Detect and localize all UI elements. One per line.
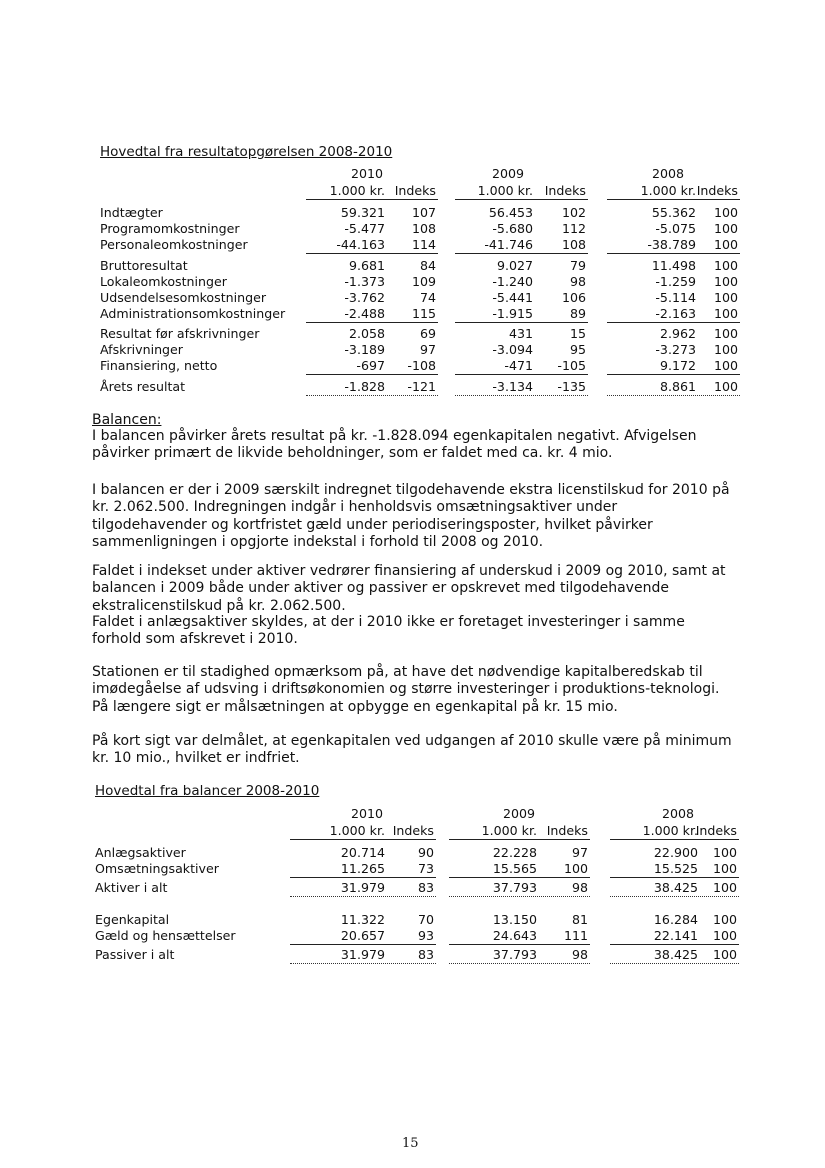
index-cell: 107: [411, 205, 436, 220]
index-cell: 100: [713, 358, 738, 373]
paragraph-1: I balancen påvirker årets resultat på kr. -1.828.094 egenkapitalen negativt. Afvigelsen påvirker primært de likvide beholdninger, som er faldet med ca. kr. 4 mio.: [92, 428, 697, 462]
index-cell: 81: [571, 912, 588, 927]
subtotal-rule: [290, 877, 436, 878]
row-label: Administrationsomkostninger: [100, 306, 286, 321]
amount-cell: 37.793: [492, 880, 537, 895]
header-rule: [290, 839, 436, 840]
index-header: Indeks: [695, 823, 737, 838]
index-cell: -135: [557, 379, 586, 394]
amount-cell: 9.027: [496, 258, 533, 273]
index-cell: 100: [713, 342, 738, 357]
row-label: Omsætningsaktiver: [95, 861, 219, 876]
year-header: 2008: [661, 806, 695, 821]
amount-cell: -3.134: [492, 379, 533, 394]
row-label: Egenkapital: [95, 912, 170, 927]
subtotal-rule: [610, 896, 739, 897]
row-label: Aktiver i alt: [95, 880, 168, 895]
index-cell: 100: [563, 861, 588, 876]
balance-table: [95, 0, 740, 1000]
row-label: Indtægter: [100, 205, 163, 220]
amount-cell: 20.714: [340, 845, 385, 860]
amount-cell: -5.680: [492, 221, 533, 236]
amount-cell: 13.150: [492, 912, 537, 927]
index-cell: 100: [712, 912, 737, 927]
index-cell: 84: [419, 258, 436, 273]
unit-header: 1.000 kr.: [477, 183, 533, 198]
index-cell: 83: [417, 947, 434, 962]
index-cell: 100: [713, 221, 738, 236]
index-cell: 70: [417, 912, 434, 927]
index-cell: 100: [713, 237, 738, 252]
index-cell: 112: [561, 221, 586, 236]
year-header: 2009: [491, 166, 525, 181]
year-header: 2008: [651, 166, 685, 181]
index-cell: 74: [419, 290, 436, 305]
amount-cell: 24.643: [492, 928, 537, 943]
index-cell: 73: [417, 861, 434, 876]
income-table-title: Hovedtal fra resultatopgørelsen 2008-2010: [100, 144, 393, 160]
amount-cell: 16.284: [653, 912, 698, 927]
row-label: Finansiering, netto: [100, 358, 218, 373]
index-cell: 108: [561, 237, 586, 252]
index-cell: -108: [407, 358, 436, 373]
amount-cell: 55.362: [651, 205, 696, 220]
year-header: 2010: [350, 166, 384, 181]
index-cell: 93: [417, 928, 434, 943]
index-cell: 98: [571, 947, 588, 962]
subtotal-rule: [290, 963, 436, 964]
row-label: Passiver i alt: [95, 947, 175, 962]
row-label: Lokaleomkostninger: [100, 274, 227, 289]
amount-cell: 8.861: [659, 379, 696, 394]
amount-cell: 431: [508, 326, 533, 341]
index-cell: 98: [571, 880, 588, 895]
index-cell: 79: [569, 258, 586, 273]
amount-cell: 31.979: [340, 880, 385, 895]
index-cell: -121: [407, 379, 436, 394]
amount-cell: 20.657: [340, 928, 385, 943]
amount-cell: 11.498: [651, 258, 696, 273]
index-cell: 100: [713, 306, 738, 321]
index-cell: 100: [712, 947, 737, 962]
index-header: Indeks: [546, 823, 588, 838]
index-cell: 89: [569, 306, 586, 321]
amount-cell: -1.240: [492, 274, 533, 289]
amount-cell: -1.828: [344, 379, 385, 394]
amount-cell: -5.075: [655, 221, 696, 236]
amount-cell: 22.141: [653, 928, 698, 943]
amount-cell: -2.488: [344, 306, 385, 321]
amount-cell: 22.228: [492, 845, 537, 860]
index-cell: 100: [713, 290, 738, 305]
index-cell: 90: [417, 845, 434, 860]
amount-cell: 9.681: [348, 258, 385, 273]
paragraph-5: Stationen er til stadighed opmærksom på, at have det nødvendige kapitalberedskab til imødegåelse af udsving i driftsøkonomien og større investeringer i produktions-teknologi. På længere sigt er målsætningen at opbygge en egenkapital på kr. 15 mio.: [92, 664, 720, 715]
index-cell: 100: [713, 205, 738, 220]
amount-cell: 15.525: [653, 861, 698, 876]
subtotal-rule: [610, 963, 739, 964]
amount-cell: -38.789: [647, 237, 696, 252]
header-rule: [449, 839, 590, 840]
row-label: Anlægsaktiver: [95, 845, 186, 860]
unit-header: 1.000 kr.: [329, 183, 385, 198]
index-header: Indeks: [544, 183, 586, 198]
row-label: Bruttoresultat: [100, 258, 188, 273]
index-cell: 98: [569, 274, 586, 289]
amount-cell: -41.746: [484, 237, 533, 252]
unit-header: 1.000 kr.: [329, 823, 385, 838]
index-cell: 97: [419, 342, 436, 357]
subtotal-rule: [290, 896, 436, 897]
index-header: Indeks: [394, 183, 436, 198]
amount-cell: 22.900: [653, 845, 698, 860]
year-header: 2009: [502, 806, 536, 821]
index-cell: -105: [557, 358, 586, 373]
amount-cell: 38.425: [653, 947, 698, 962]
amount-cell: -5.441: [492, 290, 533, 305]
amount-cell: -471: [504, 358, 533, 373]
amount-cell: 11.322: [340, 912, 385, 927]
amount-cell: -697: [356, 358, 385, 373]
paragraph-6: På kort sigt var delmålet, at egenkapitalen ved udgangen af 2010 skulle være på minimum kr. 10 mio., hvilket er indfriet.: [92, 733, 732, 767]
amount-cell: -44.163: [336, 237, 385, 252]
index-cell: 15: [569, 326, 586, 341]
amount-cell: -2.163: [655, 306, 696, 321]
amount-cell: 31.979: [340, 947, 385, 962]
amount-cell: 11.265: [340, 861, 385, 876]
index-cell: 69: [419, 326, 436, 341]
index-cell: 100: [713, 274, 738, 289]
amount-cell: 56.453: [488, 205, 533, 220]
index-cell: 100: [713, 326, 738, 341]
index-cell: 114: [411, 237, 436, 252]
amount-cell: 37.793: [492, 947, 537, 962]
index-cell: 100: [712, 880, 737, 895]
subtotal-rule: [449, 877, 590, 878]
paragraph-3: Faldet i indekset under aktiver vedrører finansiering af underskud i 2009 og 2010, samt at balancen i 2009 både under aktiver og passiver er opskrevet med tilgodehavende ekstralicenstilskud på kr. 2.062.500.: [92, 563, 726, 614]
index-cell: 97: [571, 845, 588, 860]
index-cell: 100: [713, 258, 738, 273]
index-cell: 102: [561, 205, 586, 220]
year-header: 2010: [350, 806, 384, 821]
subtotal-rule: [610, 944, 739, 945]
row-label: Resultat før afskrivninger: [100, 326, 260, 341]
amount-cell: 15.565: [492, 861, 537, 876]
amount-cell: -1.259: [655, 274, 696, 289]
row-label: Udsendelsesomkostninger: [100, 290, 267, 305]
index-cell: 106: [561, 290, 586, 305]
row-label: Afskrivninger: [100, 342, 183, 357]
row-label: Personaleomkostninger: [100, 237, 248, 252]
header-rule: [610, 839, 739, 840]
row-label: Gæld og hensættelser: [95, 928, 236, 943]
subtotal-rule: [449, 896, 590, 897]
subtotal-rule: [449, 963, 590, 964]
amount-cell: -1.915: [492, 306, 533, 321]
unit-header: 1.000 kr.: [481, 823, 537, 838]
row-label: Årets resultat: [100, 379, 186, 394]
row-label: Programomkostninger: [100, 221, 240, 236]
index-cell: 95: [569, 342, 586, 357]
amount-cell: -3.762: [344, 290, 385, 305]
index-cell: 111: [563, 928, 588, 943]
subtotal-rule: [449, 944, 590, 945]
unit-header: 1.000 kr.: [640, 183, 696, 198]
index-header: Indeks: [696, 183, 738, 198]
amount-cell: 9.172: [659, 358, 696, 373]
balance-section-heading: Balancen:: [92, 412, 162, 428]
balance-table-title: Hovedtal fra balancer 2008-2010: [95, 783, 320, 799]
amount-cell: 38.425: [653, 880, 698, 895]
amount-cell: -3.189: [344, 342, 385, 357]
amount-cell: 2.962: [659, 326, 696, 341]
index-cell: 100: [712, 928, 737, 943]
index-cell: 108: [411, 221, 436, 236]
amount-cell: -1.373: [344, 274, 385, 289]
index-cell: 100: [712, 861, 737, 876]
amount-cell: -3.273: [655, 342, 696, 357]
subtotal-rule: [610, 877, 739, 878]
paragraph-4: Faldet i anlægsaktiver skyldes, at der i 2010 ikke er foretaget investeringer i samme forhold som afskrevet i 2010.: [92, 614, 685, 648]
index-cell: 83: [417, 880, 434, 895]
page-number: 15: [402, 1136, 419, 1151]
subtotal-rule: [290, 944, 436, 945]
amount-cell: 2.058: [348, 326, 385, 341]
amount-cell: 59.321: [340, 205, 385, 220]
index-cell: 100: [713, 379, 738, 394]
amount-cell: -5.114: [655, 290, 696, 305]
index-cell: 115: [411, 306, 436, 321]
paragraph-2: I balancen er der i 2009 særskilt indregnet tilgodehavende ekstra licenstilskud for 2010 på kr. 2.062.500. Indregningen indgår i henholdsvis omsætningsaktiver under tilgodehavender og kortfristet gæld under periodiseringsposter, hvilket påvirker sammenligningen i opgjorte indekstal i forhold til 2008 og 2010.: [92, 482, 730, 550]
index-cell: 100: [712, 845, 737, 860]
index-header: Indeks: [392, 823, 434, 838]
amount-cell: -5.477: [344, 221, 385, 236]
index-cell: 109: [411, 274, 436, 289]
amount-cell: -3.094: [492, 342, 533, 357]
unit-header: 1.000 kr.: [642, 823, 698, 838]
